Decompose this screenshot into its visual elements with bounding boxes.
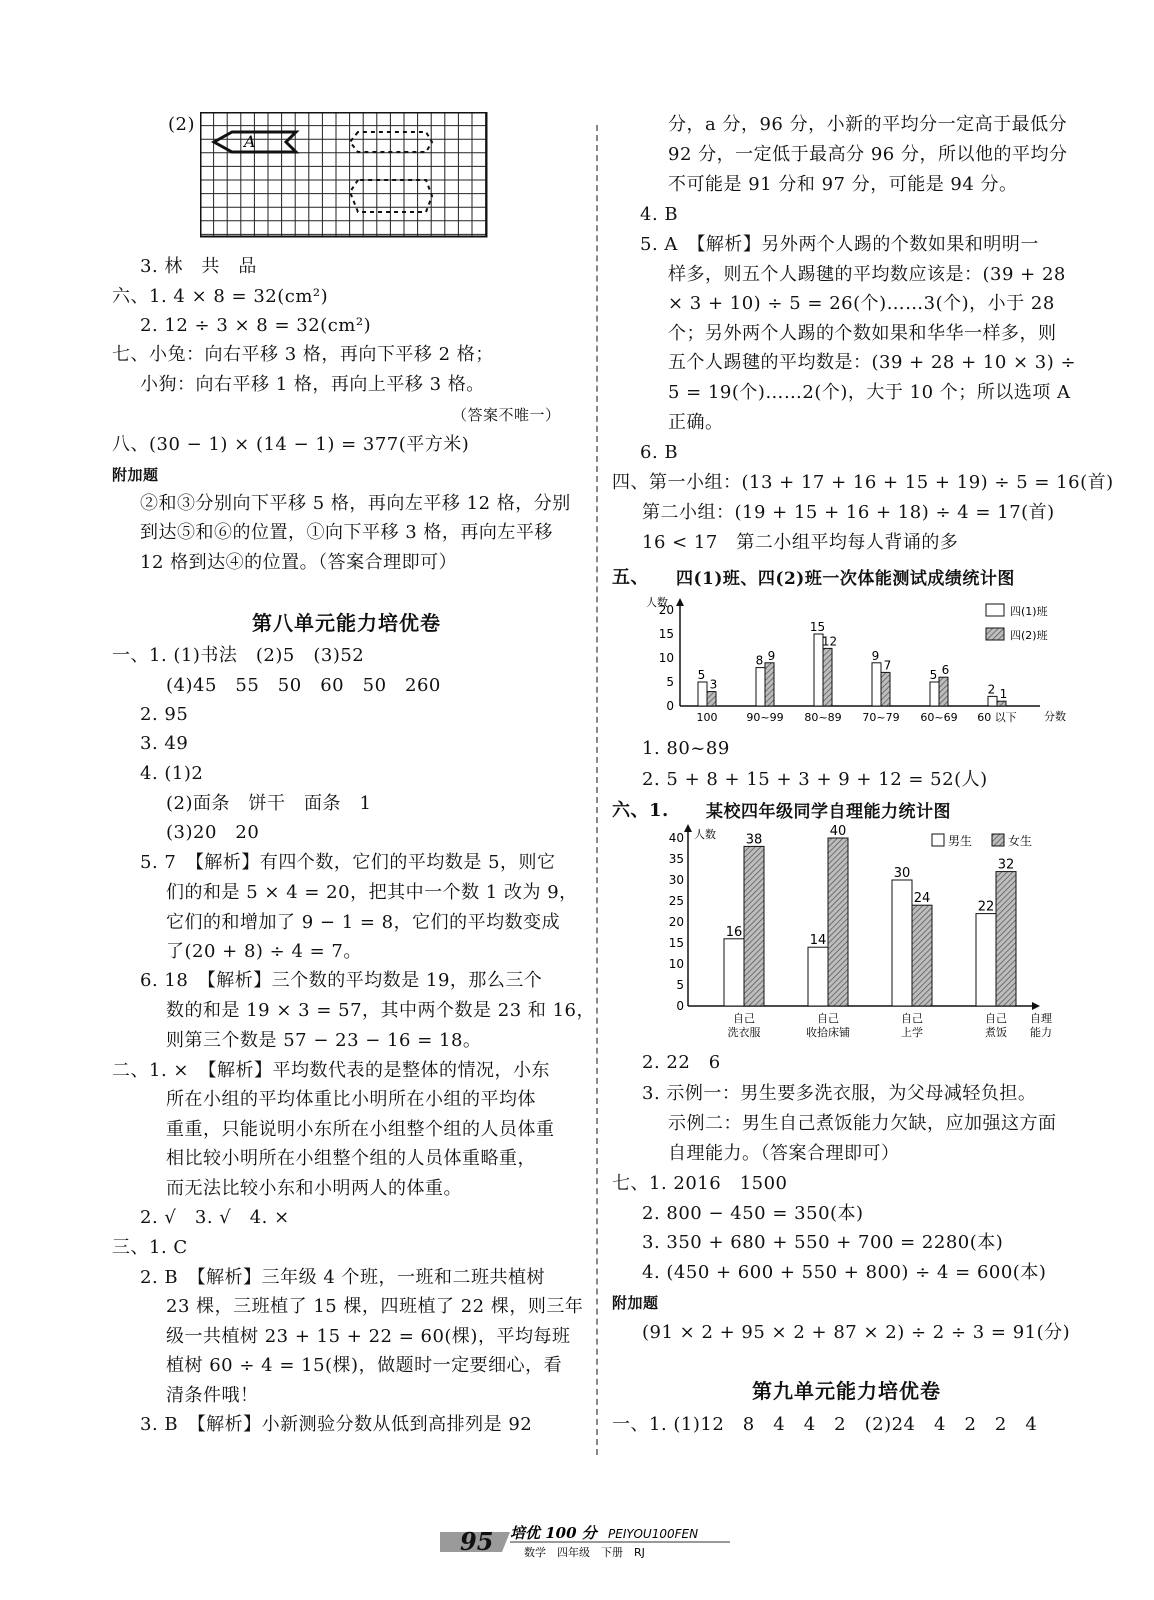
answer-line: 六、1. 4 × 8 = 32(cm²) bbox=[112, 286, 329, 307]
bar bbox=[872, 663, 881, 706]
answer-line: 数的和是 19 × 3 = 57，其中两个数是 23 和 16， bbox=[166, 1000, 596, 1021]
answer-line: 不可能是 91 分和 97 分，可能是 94 分。 bbox=[668, 174, 1018, 195]
data-label: 40 bbox=[829, 824, 847, 839]
answer-line: 2. √ 3. √ 4. × bbox=[140, 1207, 290, 1228]
answer-line: 了(20 + 8) ÷ 4 = 7。 bbox=[166, 941, 362, 962]
bar bbox=[892, 880, 912, 1006]
data-label: 3 bbox=[709, 677, 718, 692]
answer-line: 六、1. bbox=[612, 800, 669, 821]
data-label: 14 bbox=[809, 933, 827, 949]
answer-line: 个；另外两个人踢的个数如果和华华一样多，则 bbox=[668, 323, 1057, 344]
answer-line: 植树 60 ÷ 4 = 15(棵)，做题时一定要细心，看 bbox=[166, 1355, 563, 1376]
answer-line: 们的和是 5 × 4 = 20，把其中一个数 1 改为 9， bbox=[166, 882, 578, 903]
answer-line: 2. 95 bbox=[140, 704, 189, 725]
data-label: 7 bbox=[883, 658, 892, 673]
y-tick-label: 40 bbox=[668, 831, 684, 845]
legend-label: 男生 bbox=[948, 834, 973, 848]
section-title: 第九单元能力培优卷 bbox=[752, 1379, 941, 1403]
answer-line: 级一共植树 23 + 15 + 22 = 60(棵)，平均每班 bbox=[166, 1326, 571, 1347]
legend-swatch bbox=[992, 834, 1004, 846]
y-tick-label: 20 bbox=[658, 603, 674, 617]
footer-banner bbox=[440, 1522, 760, 1562]
answer-line: 则第三个数是 57 − 23 − 16 = 18。 bbox=[166, 1030, 482, 1051]
data-label: 8 bbox=[755, 653, 764, 668]
answer-line: 4. B bbox=[640, 204, 679, 225]
answer-line: 23 棵，三班植了 15 棵，四班植了 22 棵，则三年 bbox=[166, 1296, 584, 1317]
data-label: 12 bbox=[821, 634, 838, 649]
chart1-title: 四(1)班、四(2)班一次体能测试成绩统计图 bbox=[676, 569, 1015, 589]
bar bbox=[808, 947, 828, 1006]
page-footer bbox=[440, 1522, 760, 1559]
bar bbox=[930, 682, 939, 706]
bar bbox=[724, 939, 744, 1006]
data-label: 32 bbox=[997, 857, 1015, 873]
chart2 bbox=[640, 820, 1080, 1042]
data-label: 9 bbox=[871, 648, 880, 663]
bar bbox=[765, 663, 774, 706]
bar bbox=[828, 838, 848, 1006]
data-label: 30 bbox=[893, 866, 911, 881]
y-tick-label: 30 bbox=[668, 873, 684, 887]
translation-grid bbox=[200, 112, 500, 242]
x-tick-label: 收拾床铺 bbox=[806, 1026, 850, 1039]
book-info: 数学 四年级 下册 RJ bbox=[524, 1546, 645, 1559]
bar bbox=[976, 914, 996, 1006]
y-tick-label: 20 bbox=[668, 915, 684, 929]
shape-a-label: A bbox=[244, 132, 256, 151]
answer-line: 5 = 19(个)……2(个)，大于 10 个；所以选项 A bbox=[668, 382, 1071, 403]
answer-line: 1. 80~89 bbox=[642, 738, 730, 759]
data-label: 5 bbox=[697, 668, 706, 682]
bar bbox=[823, 648, 832, 706]
y-tick-label: 25 bbox=[668, 894, 684, 908]
legend-label: 四(1)班 bbox=[1010, 605, 1048, 618]
y-tick-label: 10 bbox=[658, 651, 674, 665]
answer-line: 小狗：向右平移 1 格，再向上平移 3 格。 bbox=[140, 374, 485, 395]
data-label: 38 bbox=[745, 832, 763, 848]
answer-line: 分，a 分，96 分，小新的平均分一定高于最低分 bbox=[668, 114, 1068, 135]
x-axis-arrow bbox=[1032, 1002, 1040, 1010]
bar bbox=[988, 696, 997, 706]
y-axis-arrow bbox=[684, 824, 692, 832]
answer-line: 到达⑤和⑥的位置，①向下平移 3 格，再向左平移 bbox=[140, 522, 553, 543]
answer-line: (3)20 20 bbox=[166, 822, 260, 843]
bar bbox=[912, 905, 932, 1006]
section-title: 第八单元能力培优卷 bbox=[252, 611, 441, 635]
extra-question-heading: 附加题 bbox=[112, 466, 159, 484]
answer-line: ②和③分别向下平移 5 格，再向左平移 12 格，分别 bbox=[140, 493, 571, 514]
y-axis-arrow bbox=[676, 598, 684, 606]
y-tick-label: 5 bbox=[676, 978, 684, 992]
answer-line: 3. B 【解析】小新测验分数从低到高排列是 92 bbox=[140, 1414, 533, 1435]
column-divider bbox=[596, 125, 598, 1455]
y-tick-label: 5 bbox=[666, 675, 674, 689]
x-tick-label: 洗衣服 bbox=[727, 1026, 761, 1039]
answer-line: 第二小组：(19 + 15 + 16 + 18) ÷ 4 = 17(首) bbox=[642, 502, 1055, 523]
x-axis-label: 分数 bbox=[1044, 710, 1066, 723]
x-tick-label: 60 以下 bbox=[977, 711, 1017, 724]
answer-line: 五个人踢毽的平均数是：(39 + 28 + 10 × 3) ÷ bbox=[668, 352, 1077, 373]
data-label: 6 bbox=[941, 663, 950, 678]
chart1 bbox=[640, 590, 1080, 730]
bar bbox=[707, 692, 716, 706]
y-tick-label: 15 bbox=[668, 936, 684, 950]
y-tick-label: 35 bbox=[668, 852, 684, 866]
answer-line: 相比较小明所在小组整个组的人员体重略重， bbox=[166, 1148, 536, 1169]
y-tick-label: 10 bbox=[668, 957, 684, 971]
x-tick-label: 煮饭 bbox=[985, 1026, 1007, 1039]
data-label: 9 bbox=[767, 648, 776, 663]
answer-line: 2. 5 + 8 + 15 + 3 + 9 + 12 = 52(人) bbox=[642, 769, 988, 790]
x-tick-label: 80~89 bbox=[804, 711, 842, 724]
legend-swatch bbox=[932, 834, 944, 846]
answer-line: 五、 bbox=[612, 567, 649, 588]
brand-name: 培优 100 分 bbox=[510, 1524, 597, 1542]
legend-label: 女生 bbox=[1008, 834, 1033, 848]
x-axis-label: 自理 bbox=[1030, 1012, 1052, 1025]
x-tick-label: 自己 bbox=[985, 1012, 1007, 1025]
answer-line: 16 < 17 第二小组平均每人背诵的多 bbox=[642, 532, 959, 553]
y-tick-label: 0 bbox=[666, 699, 674, 713]
bar bbox=[996, 872, 1016, 1006]
answer-line: 2. 800 − 450 = 350(本) bbox=[642, 1203, 864, 1224]
answer-line: 七、1. 2016 1500 bbox=[612, 1173, 788, 1194]
bar bbox=[939, 677, 948, 706]
chart2-title: 某校四年级同学自理能力统计图 bbox=[706, 802, 951, 822]
answer-line: 八、(30 − 1) × (14 − 1) = 377(平方米) bbox=[112, 434, 470, 455]
answer-line: 5. 7 【解析】有四个数，它们的平均数是 5，则它 bbox=[140, 852, 556, 873]
answer-line: (4)45 55 50 60 50 260 bbox=[166, 675, 441, 696]
answer-line: 示例二：男生自己煮饭能力欠缺，应加强这方面 bbox=[668, 1113, 1057, 1134]
answer-line: 2. 22 6 bbox=[642, 1052, 721, 1073]
answer-line: 样多，则五个人踢毽的平均数应该是：(39 + 28 bbox=[668, 264, 1066, 285]
legend-label: 四(2)班 bbox=[1010, 629, 1048, 642]
answer-line: 5. A 【解析】另外两个人踢的个数如果和明明一 bbox=[640, 234, 1039, 255]
shape-dashed-1 bbox=[350, 132, 432, 152]
answer-line: 3. 350 + 680 + 550 + 700 = 2280(本) bbox=[642, 1232, 1004, 1253]
bar bbox=[881, 672, 890, 706]
answer-line: 它们的和增加了 9 − 1 = 8，它们的平均数变成 bbox=[166, 912, 561, 933]
answer-line: (2)面条 饼干 面条 1 bbox=[166, 793, 372, 814]
brand-en: PEIYOU100FEN bbox=[608, 1527, 699, 1541]
answer-line: 二、1. × 【解析】平均数代表的是整体的情况，小东 bbox=[112, 1060, 550, 1081]
answer-line: × 3 + 10) ÷ 5 = 26(个)……3(个)，小于 28 bbox=[668, 293, 1055, 314]
answer-line: 4. (450 + 600 + 550 + 800) ÷ 4 = 600(本) bbox=[642, 1262, 1047, 1283]
answer-line: 七、小兔：向右平移 3 格，再向下平移 2 格； bbox=[112, 344, 494, 365]
answer-line: 一、1. (1)12 8 4 4 2 (2)24 4 2 2 4 bbox=[612, 1414, 1038, 1435]
answer-line: 12 格到达④的位置。（答案合理即可） bbox=[140, 552, 458, 573]
page-number: 95 bbox=[460, 1527, 494, 1556]
answer-line: 重重，只能说明小东所在小组整个组的人员体重 bbox=[166, 1119, 555, 1140]
bar bbox=[698, 682, 707, 706]
x-tick-label: 90~99 bbox=[746, 711, 784, 724]
answer-line: 所在小组的平均体重比小明所在小组的平均体 bbox=[166, 1089, 536, 1110]
data-label: 16 bbox=[725, 924, 743, 940]
x-tick-label: 自己 bbox=[901, 1012, 923, 1025]
bar bbox=[997, 701, 1006, 706]
data-label: 24 bbox=[913, 891, 931, 907]
answer-note: （答案不唯一） bbox=[452, 406, 561, 424]
x-axis-label: 能力 bbox=[1030, 1026, 1052, 1039]
grid-label: (2) bbox=[168, 114, 195, 135]
data-label: 15 bbox=[809, 620, 826, 634]
bar bbox=[744, 846, 764, 1006]
answer-line: 三、1. C bbox=[112, 1237, 188, 1258]
bar bbox=[756, 668, 765, 706]
legend-swatch bbox=[986, 604, 1004, 616]
answer-line: 3. 49 bbox=[140, 733, 189, 754]
y-tick-label: 0 bbox=[676, 999, 684, 1013]
answer-line: 4. (1)2 bbox=[140, 763, 204, 784]
y-axis-label: 人数 bbox=[694, 828, 716, 841]
data-label: 2 bbox=[987, 682, 996, 697]
data-label: 22 bbox=[977, 899, 995, 915]
y-tick-label: 15 bbox=[658, 627, 674, 641]
answer-line: 92 分，一定低于最高分 96 分，所以他的平均分 bbox=[668, 144, 1068, 165]
answer-line: 正确。 bbox=[668, 412, 724, 433]
answer-line: 四、第一小组：(13 + 17 + 16 + 15 + 19) ÷ 5 = 16(首) bbox=[612, 472, 1114, 493]
answer-line: 6. B bbox=[640, 442, 679, 463]
extra-question-heading: 附加题 bbox=[612, 1294, 659, 1312]
x-tick-label: 70~79 bbox=[862, 711, 900, 724]
answer-line: 3. 示例一：男生要多洗衣服，为父母减轻负担。 bbox=[642, 1083, 1037, 1104]
x-tick-label: 上学 bbox=[901, 1026, 923, 1039]
x-tick-label: 自己 bbox=[817, 1012, 839, 1025]
x-tick-label: 100 bbox=[696, 711, 718, 724]
legend-swatch bbox=[986, 628, 1004, 640]
data-label: 1 bbox=[999, 687, 1008, 702]
answer-line: 3. 林 共 品 bbox=[140, 256, 257, 277]
answer-line: 而无法比较小东和小明两人的体重。 bbox=[166, 1178, 462, 1199]
answer-line: 6. 18 【解析】三个数的平均数是 19，那么三个 bbox=[140, 970, 543, 991]
x-tick-label: 自己 bbox=[733, 1012, 755, 1025]
answer-line: 2. B 【解析】三年级 4 个班，一班和二班共植树 bbox=[140, 1267, 546, 1288]
answer-line: 2. 12 ÷ 3 × 8 = 32(cm²) bbox=[140, 315, 372, 336]
answer-line: 自理能力。（答案合理即可） bbox=[668, 1143, 900, 1164]
answer-line: 清条件哦！ bbox=[166, 1385, 259, 1406]
y-axis-label: 人数 bbox=[646, 596, 668, 609]
answer-line: 一、1. (1)书法 (2)5 (3)52 bbox=[112, 645, 365, 666]
data-label: 5 bbox=[929, 668, 938, 682]
x-tick-label: 60~69 bbox=[920, 711, 958, 724]
answer-line: (91 × 2 + 95 × 2 + 87 × 2) ÷ 2 ÷ 3 = 91(分) bbox=[642, 1322, 1071, 1343]
